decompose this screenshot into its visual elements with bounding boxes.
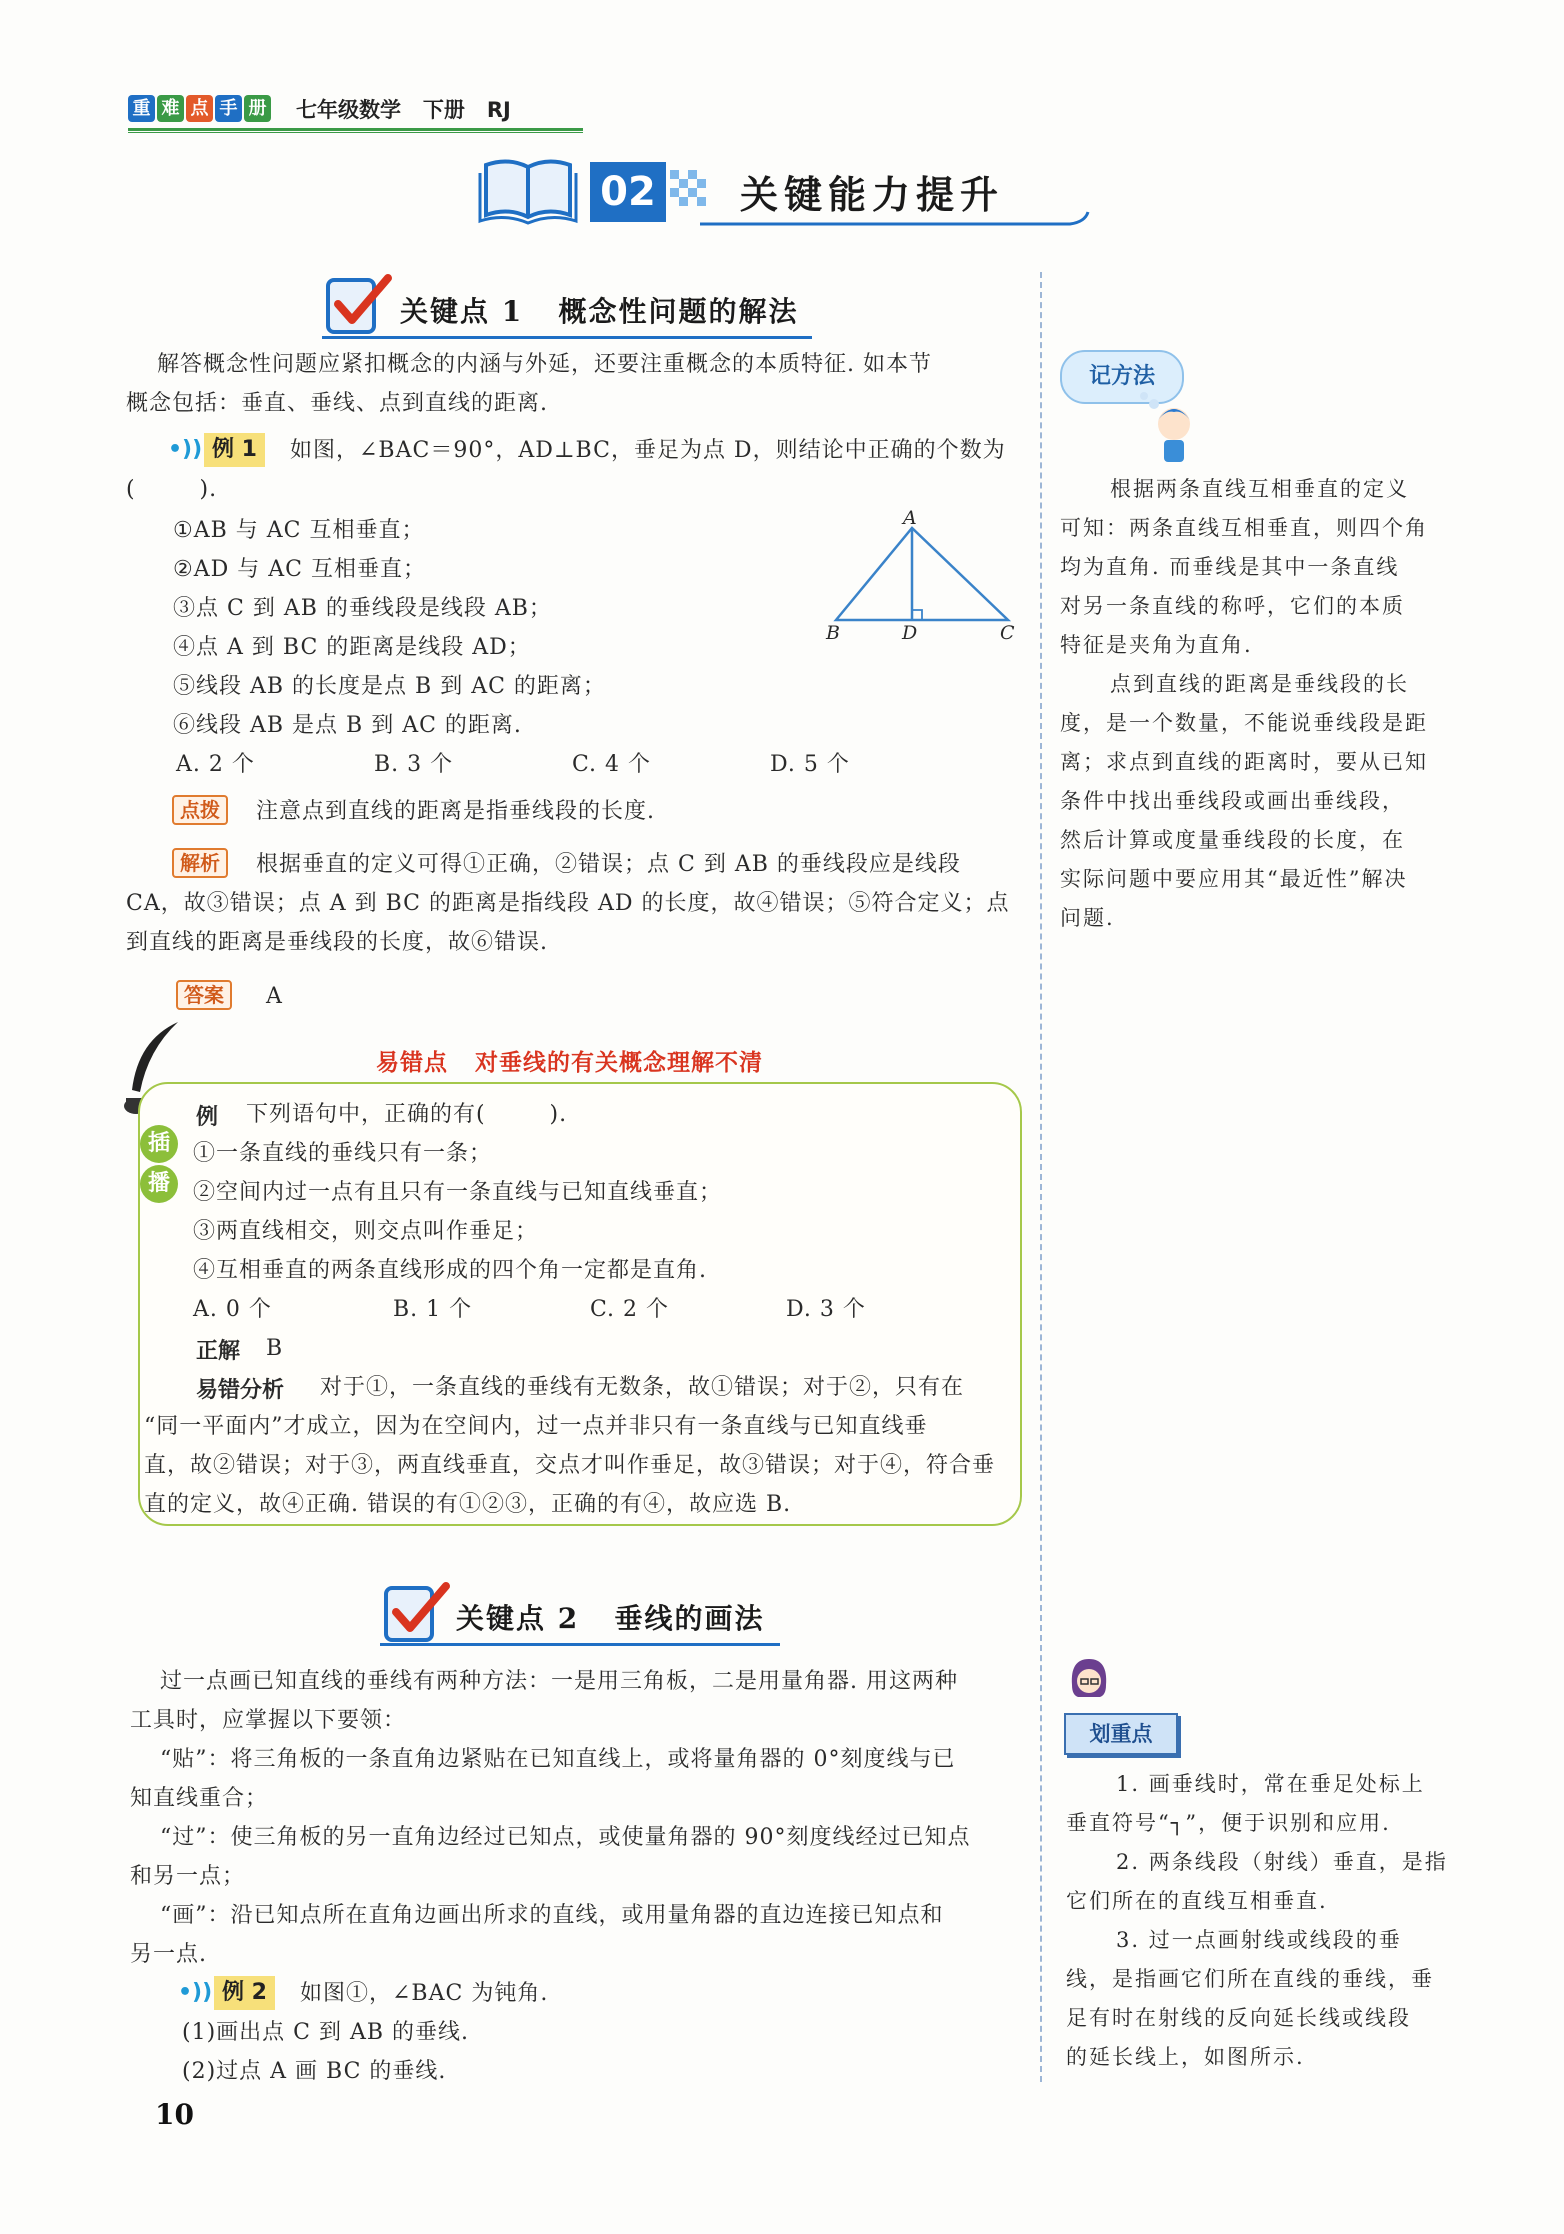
statement-item: ⑥线段 AB 是点 B 到 AC 的距离. <box>173 713 522 738</box>
key-point-line: 的延长线上，如图所示. <box>1066 2045 1305 2069</box>
example-1-label: 例 1 <box>204 433 265 467</box>
kp1-intro-line: 解答概念性问题应紧扣概念的内涵与外延，还要注重概念的本质特征. 如本节 <box>157 352 932 377</box>
option-d: D. 5 个 <box>770 752 850 777</box>
page-number: 10 <box>155 2098 194 2131</box>
mistake-analysis-line: 直的定义，故④正确. 错误的有①②③，正确的有④，故应选 B. <box>144 1492 792 1517</box>
checker-decoration-icon <box>670 170 710 214</box>
mistake-statement: ③两直线相交，则交点叫作垂足； <box>193 1219 539 1244</box>
brand-char: 重 <box>128 95 155 122</box>
mistake-analysis-line: “同一平面内”才成立，因为在空间内，过一点并非只有一条直线与已知直线垂 <box>144 1414 928 1439</box>
correct-label: 正解 <box>196 1339 241 1364</box>
brand-char: 点 <box>186 95 213 122</box>
method-bubble: 记方法 <box>1060 350 1184 404</box>
sidebar-divider <box>1040 272 1042 2082</box>
option-b: B. 3 个 <box>374 752 454 777</box>
brand-char: 难 <box>157 95 184 122</box>
mistake-title: 易错点 对垂线的有关概念理解不清 <box>376 1050 764 1076</box>
example-2-task: (1)画出点 C 到 AB 的垂线. <box>182 2020 470 2045</box>
kp1-intro-line: 概念包括：垂直、垂线、点到直线的距离. <box>126 391 548 416</box>
method-line: 离；求点到直线的距离时，要从已知 <box>1060 750 1428 774</box>
brand-char: 册 <box>244 95 271 122</box>
mistake-analysis-label: 易错分析 <box>196 1378 285 1403</box>
analysis-line: CA，故③错误；点 A 到 BC 的距离是指线段 AD 的长度，故④错误；⑤符合定义；点 <box>126 891 1010 916</box>
kp2-line: 知直线重合； <box>130 1786 269 1811</box>
method-line: 问题. <box>1060 906 1115 930</box>
analysis-tag: 解析 <box>172 848 228 878</box>
mistake-option-c: C. 2 个 <box>590 1297 670 1322</box>
mistake-option-b: B. 1 个 <box>393 1297 473 1322</box>
tip-text: 注意点到直线的距离是指垂线段的长度. <box>256 799 655 824</box>
triangle-figure <box>820 510 1030 650</box>
figure-label-d: D <box>902 622 918 644</box>
option-a: A. 2 个 <box>176 752 255 777</box>
header-rule <box>128 128 583 131</box>
kp2-line: “画”：沿已知点所在直角边画出所求的直线，或用量角器的直边连接已知点和 <box>160 1903 944 1928</box>
section-title: 关键能力提升 <box>740 173 1005 217</box>
mistake-question: 下列语句中，正确的有( ). <box>246 1102 568 1127</box>
example-2-label: 例 2 <box>214 1976 275 2010</box>
example-2-task: (2)过点 A 画 BC 的垂线. <box>182 2059 447 2084</box>
correct-value: B <box>266 1336 284 1361</box>
mistake-statement: ②空间内过一点有且只有一条直线与已知直线垂直； <box>193 1180 723 1205</box>
method-line: 条件中找出垂线段或画出垂线段， <box>1060 789 1405 813</box>
mistake-option-a: A. 0 个 <box>193 1297 272 1322</box>
example-1-bracket: ( ). <box>126 477 218 502</box>
statement-item: ②AD 与 AC 互相垂直； <box>173 557 426 582</box>
method-line: 根据两条直线互相垂直的定义 <box>1110 477 1409 501</box>
book-info: 七年级数学 下册 RJ <box>296 98 511 122</box>
key-point-line: 垂直符号“┐”，便于识别和应用. <box>1066 1811 1391 1835</box>
mistake-statement: ④互相垂直的两条直线形成的四个角一定都是直角. <box>193 1258 707 1283</box>
insert-badge: 插 <box>140 1125 178 1163</box>
figure-label-a: A <box>903 507 917 529</box>
statement-item: ④点 A 到 BC 的距离是线段 AD； <box>173 635 531 660</box>
audio-icon: •)) <box>178 1980 213 2005</box>
mistake-statement: ①一条直线的垂线只有一条； <box>193 1141 493 1166</box>
tip-tag: 点拨 <box>172 795 228 825</box>
section-number: 02 <box>590 162 666 222</box>
mistake-analysis-line: 直，故②错误；对于③，两直线垂直，交点才叫作垂足，故③错误；对于④，符合垂 <box>144 1453 996 1478</box>
kp2-line: 另一点. <box>130 1942 207 1967</box>
brand-char: 手 <box>215 95 242 122</box>
key-point-line: 足有时在射线的反向延长线或线段 <box>1066 2006 1411 2030</box>
option-c: C. 4 个 <box>572 752 652 777</box>
key-point-line: 1. 画垂线时，常在垂足处标上 <box>1116 1772 1425 1796</box>
mistake-option-d: D. 3 个 <box>786 1297 866 1322</box>
brand-logo <box>128 95 273 122</box>
statement-item: ①AB 与 AC 互相垂直； <box>173 518 425 543</box>
kp2-line: “贴”：将三角板的一条直角边紧贴在已知直线上，或将量角器的 0°刻度线与已 <box>160 1747 956 1772</box>
method-line: 然后计算或度量垂线段的长度，在 <box>1060 828 1405 852</box>
statement-item: ⑤线段 AB 的长度是点 B 到 AC 的距离； <box>173 674 606 699</box>
title-underline <box>700 210 1090 230</box>
open-book-icon <box>478 155 578 225</box>
statement-item: ③点 C 到 AB 的垂线段是线段 AB； <box>173 596 552 621</box>
kp1-title: 关键点 1 概念性问题的解法 <box>400 295 799 328</box>
insert-badge: 播 <box>140 1165 178 1203</box>
answer-tag: 答案 <box>176 980 232 1010</box>
key-point-line: 它们所在的直线互相垂直. <box>1066 1889 1328 1913</box>
kp2-line: 工具时，应掌握以下要领： <box>130 1708 407 1733</box>
header-rule-thin <box>128 132 583 133</box>
mistake-analysis-line: 对于①，一条直线的垂线有无数条，故①错误；对于②，只有在 <box>320 1375 965 1400</box>
mistake-example-label: 例 <box>196 1105 219 1130</box>
figure-label-c: C <box>1000 622 1015 644</box>
kp2-title: 关键点 2 垂线的画法 <box>456 1602 765 1635</box>
example-2-question: 如图①，∠BAC 为钝角. <box>300 1981 549 2006</box>
kp2-line: “过”：使三角板的另一直角边经过已知点，或使量角器的 90°刻度线经过已知点 <box>160 1825 971 1850</box>
audio-icon: •)) <box>168 437 203 462</box>
check-badge-icon <box>322 272 394 338</box>
kp2-underline <box>380 1643 780 1646</box>
method-line: 实际问题中要应用其“最近性”解决 <box>1060 867 1408 891</box>
kp1-underline <box>322 336 812 339</box>
analysis-line: 根据垂直的定义可得①正确，②错误；点 C 到 AB 的垂线段应是线段 <box>256 852 961 877</box>
check-badge-icon <box>380 1580 452 1646</box>
kp2-line: 和另一点； <box>130 1864 246 1889</box>
key-point-line: 2. 两条线段（射线）垂直，是指 <box>1116 1850 1448 1874</box>
key-point-line: 线，是指画它们所在直线的垂线，垂 <box>1066 1967 1434 1991</box>
key-point-line: 3. 过一点画射线或线段的垂 <box>1116 1928 1402 1952</box>
method-line: 点到直线的距离是垂线段的长 <box>1110 672 1409 696</box>
figure-label-b: B <box>826 622 840 644</box>
key-points-tag: 划重点 <box>1064 1713 1178 1755</box>
method-line: 特征是夹角为直角. <box>1060 633 1253 657</box>
student-avatar-icon <box>1130 390 1200 470</box>
method-line: 可知：两条直线互相垂直，则四个角 <box>1060 516 1428 540</box>
method-line: 度，是一个数量，不能说垂线段是距 <box>1060 711 1428 735</box>
method-line: 均为直角. 而垂线是其中一条直线 <box>1060 555 1400 579</box>
answer-value: A <box>266 984 283 1009</box>
analysis-line: 到直线的距离是垂线段的长度，故⑥错误. <box>126 930 548 955</box>
method-line: 对另一条直线的称呼，它们的本质 <box>1060 594 1405 618</box>
kp2-line: 过一点画已知直线的垂线有两种方法：一是用三角板，二是用量角器. 用这两种 <box>160 1669 958 1694</box>
example-1-question: 如图，∠BAC＝90°，AD⊥BC，垂足为点 D，则结论中正确的个数为 <box>290 438 1006 463</box>
teacher-avatar-icon <box>1066 1655 1112 1713</box>
